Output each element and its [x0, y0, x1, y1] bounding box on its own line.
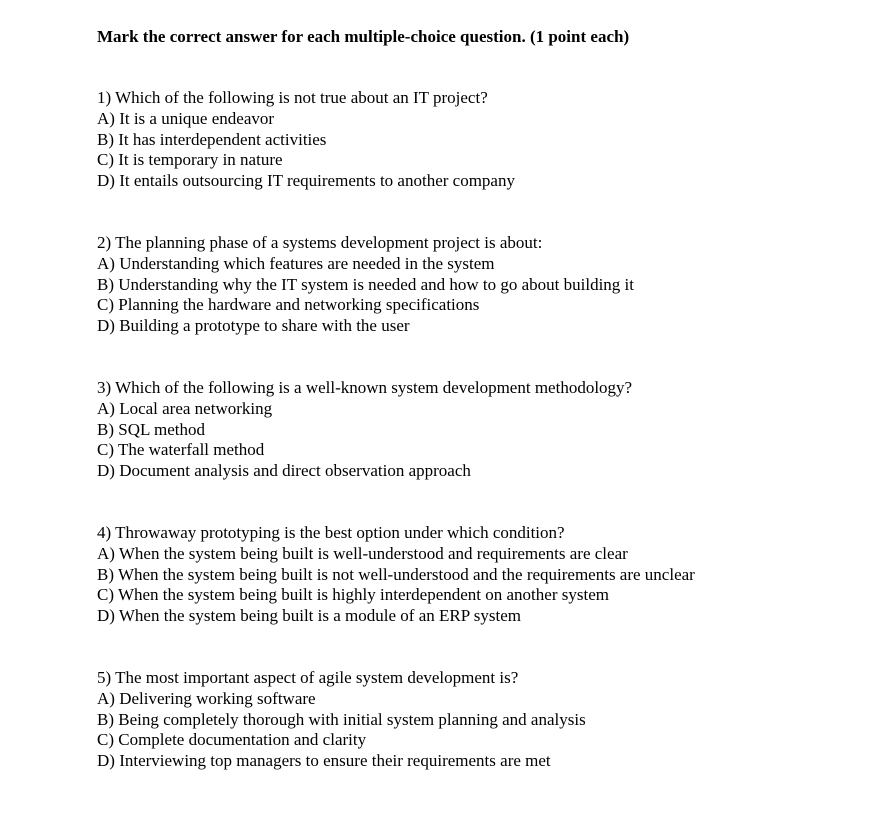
answer-option-a: A) It is a unique endeavor	[97, 108, 275, 128]
question-prompt: 5) The most important aspect of agile system development is?	[97, 668, 519, 687]
answer-option-c: C) Planning the hardware and networking specifications	[97, 295, 480, 315]
answer-option-c: C) It is temporary in nature	[97, 150, 283, 170]
question-2	[97, 233, 634, 337]
answer-option-a: A) Delivering working software	[97, 688, 316, 708]
answer-option-c: C) Complete documentation and clarity	[97, 730, 367, 750]
answer-option-a: A) Local area networking	[97, 398, 273, 418]
question-5	[97, 668, 586, 772]
answer-option-b: B) When the system being built is not well-understood and the requirements are unclear	[97, 564, 695, 584]
answer-option-d: D) When the system being built is a module of an ERP system	[97, 606, 522, 626]
question-1	[97, 88, 515, 192]
answer-option-a: A) When the system being built is well-understood and requirements are clear	[97, 543, 628, 563]
question-prompt: 1) Which of the following is not true about an IT project?	[97, 88, 488, 107]
answer-option-c: C) The waterfall method	[97, 440, 265, 460]
question-prompt: 2) The planning phase of a systems development project is about:	[97, 233, 543, 252]
instructions-heading: Mark the correct answer for each multiple-choice question. (1 point each)	[97, 27, 630, 46]
answer-option-b: B) Being completely thorough with initial system planning and analysis	[97, 709, 586, 729]
question-prompt: 3) Which of the following is a well-known system development methodology?	[97, 378, 633, 397]
answer-option-b: B) Understanding why the IT system is needed and how to go about building it	[97, 274, 635, 294]
answer-option-a: A) Understanding which features are needed in the system	[97, 253, 495, 273]
answer-option-d: D) It entails outsourcing IT requirements to another company	[97, 171, 515, 191]
answer-option-d: D) Interviewing top managers to ensure their requirements are met	[97, 751, 551, 771]
answer-option-d: D) Document analysis and direct observation approach	[97, 461, 471, 481]
question-3	[97, 378, 632, 482]
answer-option-d: D) Building a prototype to share with the user	[97, 316, 410, 336]
answer-option-b: B) SQL method	[97, 419, 205, 439]
question-prompt: 4) Throwaway prototyping is the best option under which condition?	[97, 523, 565, 542]
answer-option-c: C) When the system being built is highly interdependent on another system	[97, 585, 609, 605]
answer-option-b: B) It has interdependent activities	[97, 129, 327, 149]
question-4	[97, 523, 695, 627]
